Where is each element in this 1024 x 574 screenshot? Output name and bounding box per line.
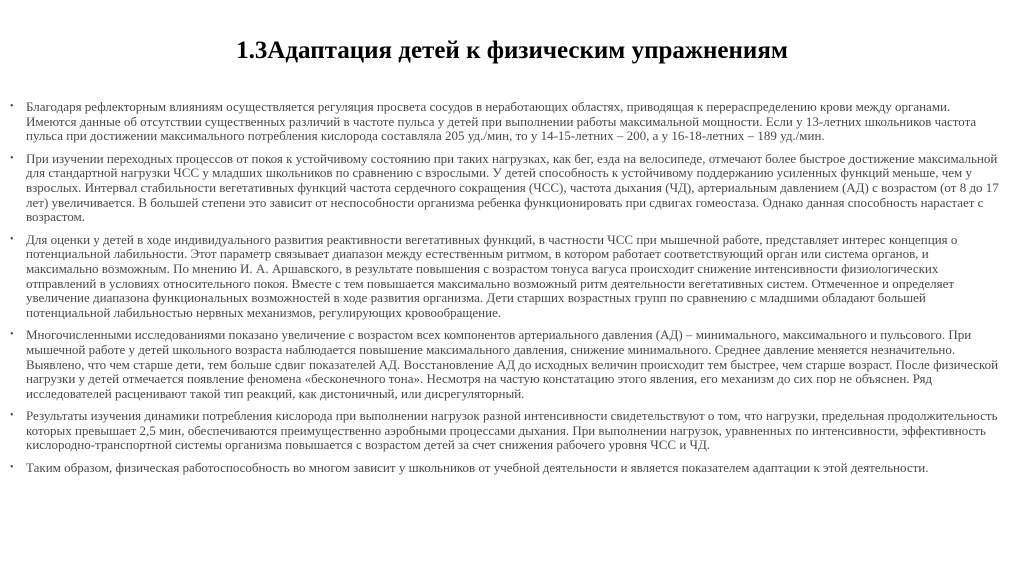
bullet-item-3: [10, 233, 1000, 321]
bullet-dot-icon: •: [10, 462, 14, 474]
paragraph-text: Благодаря рефлекторным влияниям осуществляется регуляция просвета сосудов в неработающих областях, приводящая к перераспределению крови между органами. Имеются данные об отсутствии существенных различий в частоте пульса у детей при выполнении работы максимальной мощности. Если у 13-летних школьников частота пульса при достижении максимального потребления кислорода составляла 205 уд./мин, то у 14-15-летних – 200, а у 16-18-летних – 189 уд./мин.: [26, 99, 977, 144]
bullet-item-1: [10, 100, 1000, 144]
paragraph-text: Результаты изучения динамики потребления кислорода при выполнении нагрузок разной интенсивности свидетельствуют о том, что нагрузки, предельная продолжительность которых превышает 2,5 мин, обеспечиваются преимущественно аэробными процессами дыхания. При выполнении нагрузок, уравненных по интенсивности, эффективность кислородно-транспортной системы организма повышается с возрастом детей за счет снижения рабочего уровня ЧСС и ЧД.: [26, 408, 998, 453]
bullet-item-5: [10, 409, 1000, 453]
paragraph-text: Таким образом, физическая работоспособность во многом зависит у школьников от учебной деятельности и является показателем адаптации к этой деятельности.: [26, 460, 929, 476]
bullet-dot-icon: •: [10, 101, 14, 112]
bullet-dot-icon: •: [10, 152, 14, 164]
bullet-item-4: [10, 328, 1000, 401]
paragraph-text: Для оценки у детей в ходе индивидуального развития реактивности вегетативных функций, в частности ЧСС при мышечной работе, представляет интерес концепция о потенциальной лабильности. Этот параметр связывает диапазон между естественным ритмом, в котором работает соответствующий орган или система органов, и максимально возможным. По мнению И. А. Аршавского, в результате повышения с возрастом тонуса вагуса происходит снижение интенсивности физиологических отправлений в условиях относительного покоя. Вместе с тем повышается максимально возможный ритм деятельности вегетативных систем. Отмеченное и определяет увеличение диапазона функциональных возможностей в ходе развития организма. Дети старших возрастных групп по сравнению с младшими обладают большей потенциальной лабильностью нервных механизмов, регулирующих кровообращение.: [26, 231, 958, 320]
bullet-list: [10, 100, 1000, 484]
slide-title: 1.3Адаптация детей к физическим упражнениям: [236, 37, 788, 64]
bullet-item-6: [10, 461, 1000, 476]
bullet-item-2: [10, 152, 1000, 225]
paragraph-text: При изучении переходных процессов от покоя к устойчивому состоянию при таких нагрузках, как бег, езда на велосипеде, отмечают более быстрое достижение максимальной для стандартной нагрузки ЧСС у младших школьников по сравнению с взрослыми. У детей способность к устойчивому поддержанию усиленных функций меньше, чем у взрослых. Интервал стабильности вегетативных функций частота сердечного сокращения (ЧСС), частота дыхания (ЧД), артериальным давлением (АД) с возрастом (от 8 до 17 лет) увеличивается. В большей степени это зависит от неспособности организма ребенка функционировать при сдвигах гомеостаза. Однако данная способность нарастает с возрастом.: [26, 150, 999, 225]
bullet-dot-icon: •: [10, 410, 14, 422]
bullet-dot-icon: •: [10, 233, 14, 245]
bullet-dot-icon: •: [10, 329, 14, 341]
paragraph-text: Многочисленными исследованиями показано увеличение с возрастом всех компонентов артериального давления (АД) – минимального, максимального и пульсового. При мышечной работе у детей школьного возраста наблюдается повышение максимального давления, снижение минимального. Среднее давление меняется незначительно. Выявлено, что чем старше дети, тем больше сдвиг показателей АД. Восстановление АД до исходных величин происходит тем быстрее, чем старше возраст. После физической нагрузки у детей отмечается появление феномена «бесконечного тона». Несмотря на частую констатацию этого явления, его механизм до сих пор не объяснен. Ряд исследователей расценивают такой тип реакций, как дистоничный, или дисрегуляторный.: [26, 327, 999, 401]
